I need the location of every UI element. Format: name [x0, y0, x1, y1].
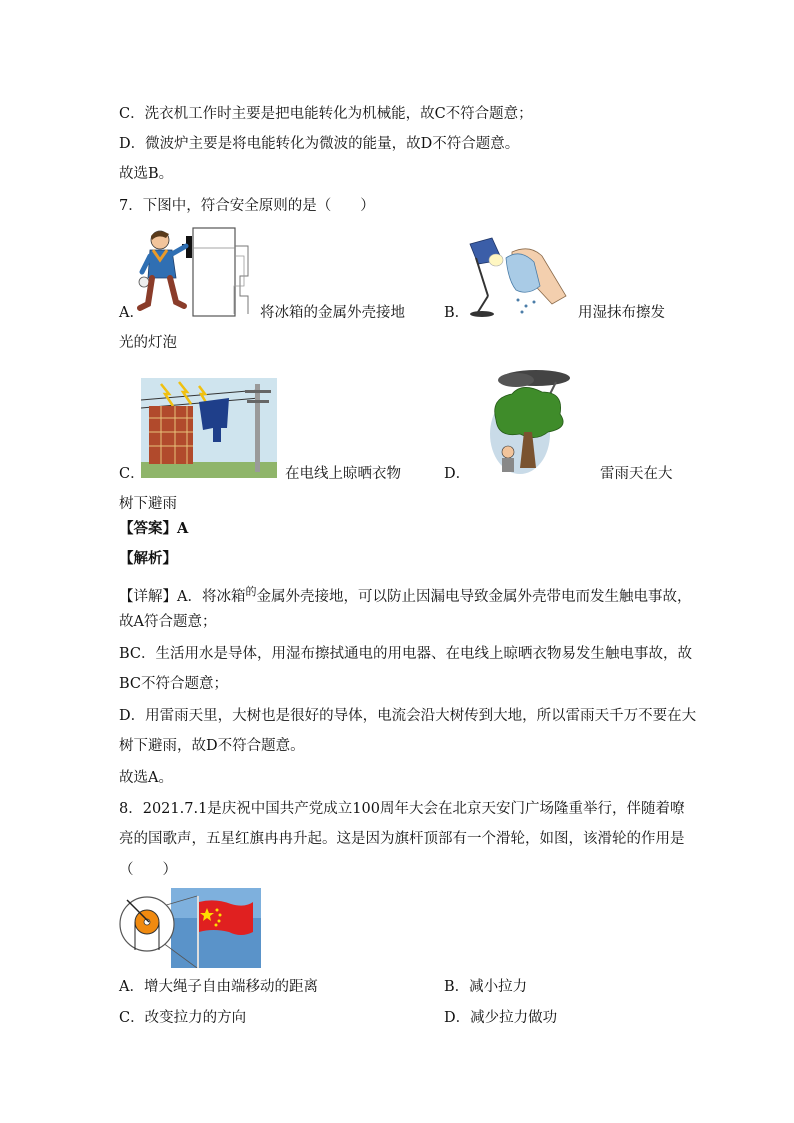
- q8-option-c: C．改变拉力的方向: [119, 1010, 247, 1026]
- q7-stem: 7．下图中，符合安全原则的是（ ）: [119, 198, 375, 214]
- q7-figure-b-lamp: [462, 236, 574, 318]
- q7-choose: 故选A。: [119, 770, 173, 786]
- q7-detail-line-2: 故A符合题意；: [119, 614, 217, 630]
- q7-detail-1a: 【详解】A．将冰箱: [119, 589, 246, 605]
- q8-option-d: D．减少拉力做功: [444, 1010, 558, 1026]
- q7-option-c-text: 在电线上晾晒衣物: [285, 466, 401, 482]
- q7-detail-line-3: BC．生活用水是导体，用湿布擦拭通电的用电器、在电线上晾晒衣物易发生触电事故，故: [119, 646, 693, 662]
- q7-figure-c-clothes: [141, 378, 277, 478]
- q7-option-b-text: 用湿抹布擦发: [578, 305, 665, 321]
- q8-stem-line-2: 亮的国歌声，五星红旗冉冉升起。这是因为旗杆顶部有一个滑轮，如图，该滑轮的作用是: [119, 831, 685, 847]
- q7-detail-1-sup: 的: [245, 585, 257, 598]
- prev-answer-choose: 故选B。: [119, 166, 174, 182]
- q8-figure-flag-pulley: [119, 888, 261, 968]
- q8-option-a: A．增大绳子自由端移动的距离: [119, 979, 318, 995]
- prev-answer-d: D．微波炉主要是将电能转化为微波的能量，故D不符合题意。: [119, 136, 520, 152]
- q7-option-d-text: 雷雨天在大: [600, 466, 673, 482]
- prev-answer-c: C．洗衣机工作时主要是把电能转化为机械能，故C不符合题意；: [119, 106, 533, 122]
- q7-detail-line-5: D．用雷雨天里，大树也是很好的导体，电流会沿大树传到大地，所以雷雨天千万不要在大: [119, 708, 697, 724]
- q7-detail-line-6: 树下避雨，故D不符合题意。: [119, 738, 305, 754]
- q7-analysis-title: 【解析】: [119, 550, 177, 567]
- q8-stem-line-1: 8．2021.7.1是庆祝中国共产党成立100周年大会在北京天安门广场隆重举行，伴随着嘹: [119, 801, 685, 817]
- q8-option-b: B．减小拉力: [444, 979, 528, 995]
- q7-detail-1b: 金属外壳接地，可以防止因漏电导致金属外壳带电而发生触电事故，: [256, 589, 692, 605]
- q7-option-a-text: 将冰箱的金属外壳接地: [260, 305, 405, 321]
- q7-answer: 【答案】A: [119, 520, 189, 537]
- q8-stem-line-3: （ ）: [119, 862, 177, 878]
- q7-option-a-text-cont: 光的灯泡: [119, 335, 177, 351]
- q7-option-d-letter: D．: [444, 466, 471, 482]
- q7-detail-line-4: BC不符合题意；: [119, 676, 229, 692]
- q7-option-c-text-cont: 树下避雨: [119, 496, 177, 512]
- q7-option-b-letter: B．: [444, 305, 470, 321]
- q7-option-a-letter: A．: [119, 305, 144, 321]
- q7-detail-line-1: [119, 582, 691, 607]
- q7-figure-a-fridge: [136, 226, 256, 318]
- q7-figure-d-tree: [486, 368, 578, 478]
- q7-option-c-letter: C．: [119, 466, 145, 482]
